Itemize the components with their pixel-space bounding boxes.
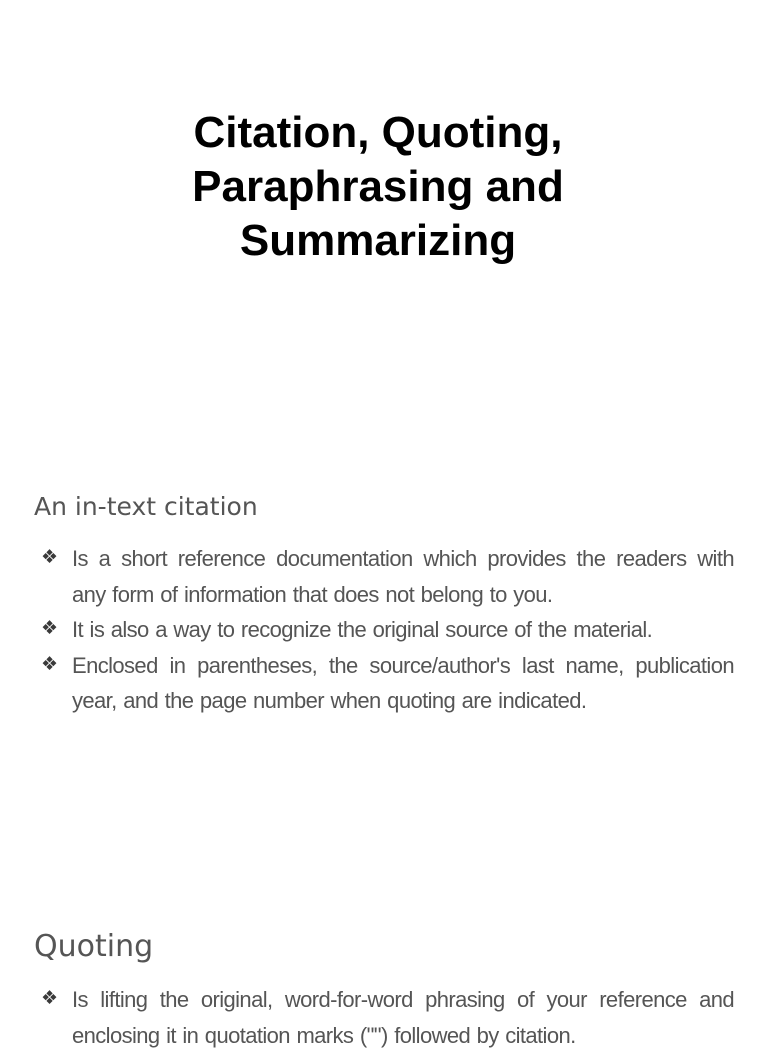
diamond-cross-bullet-icon: ❖ — [41, 546, 59, 568]
bullet-text: Is a short reference documentation which provides the readers with any form of information that does not belong to you. — [72, 546, 734, 607]
diamond-cross-bullet-icon: ❖ — [41, 652, 59, 675]
in-text-citation-section — [0, 488, 768, 719]
section-heading-in-text-citation: An in-text citation — [34, 492, 258, 521]
bullet-item — [0, 982, 768, 1053]
bullet-text: Is lifting the original, word-for-word phrasing of your reference and enclosing it in quotation marks ("") followed by citation. — [72, 987, 734, 1048]
title-slide — [0, 0, 768, 400]
bullet-item — [0, 541, 768, 612]
bullet-item — [0, 648, 768, 719]
diamond-cross-bullet-icon: ❖ — [41, 987, 59, 1009]
bullet-item — [0, 612, 768, 648]
quoting-section — [0, 926, 768, 1053]
bullet-text: Enclosed in parentheses, the source/author's last name, publication year, and the page number when quoting are indicated. — [72, 652, 734, 713]
diamond-cross-bullet-icon: ❖ — [41, 617, 59, 639]
page-title: Citation, Quoting, Paraphrasing and Summarizing — [192, 108, 564, 265]
bullet-text: It is also a way to recognize the original source of the material. — [72, 617, 653, 642]
bullet-list — [0, 541, 768, 719]
bullet-list — [0, 982, 768, 1053]
section-heading-quoting: Quoting — [34, 929, 154, 964]
